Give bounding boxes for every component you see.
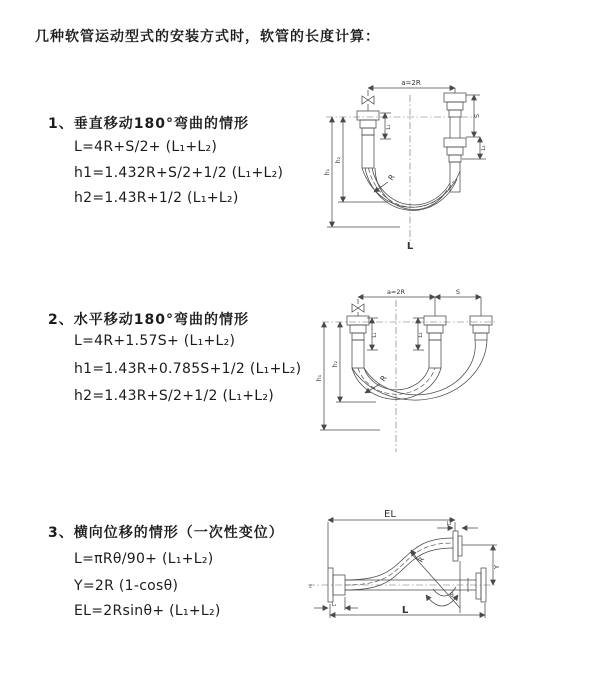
dimension-el [328, 520, 455, 568]
section-1-heading: 1、垂直移动180°弯曲的情形 [48, 116, 249, 132]
dim-label-l2: L₂ [418, 332, 424, 338]
dim-label-s: S [455, 288, 461, 296]
section-3-heading: 3、横向位移的情形（一次性变位） [48, 525, 284, 541]
section-3-formula-EL: EL=2Rsinθ+ (L₁+L₂) [74, 603, 221, 619]
dimension-a2r-s [358, 297, 481, 316]
valve-icon [352, 304, 364, 316]
section-2-formula-h2: h2=1.43R+S/2+1/2 (L₁+L₂) [74, 388, 275, 404]
radius-leader [365, 384, 380, 393]
dim-label-r: R [416, 555, 427, 564]
dim-label-h2: h₂ [335, 156, 342, 164]
hose-u-bend [362, 168, 460, 210]
diagram-vertical-180-bend [310, 75, 600, 255]
valve-icon [362, 96, 374, 111]
dim-label-l: L [406, 241, 414, 252]
dim-label-l2: L₂ [481, 145, 487, 151]
section-2-formula-L: L=4R+1.57S+ (L₁+L₂) [74, 333, 236, 349]
dim-label-r: R [378, 373, 389, 384]
page-title: 几种软管运动型式的安装方式时，软管的长度计算： [35, 29, 380, 45]
dim-label-h2: h₂ [332, 360, 339, 368]
dim-label-l1: L₁ [331, 602, 337, 608]
right-fitting-upper [444, 93, 466, 138]
dim-label-h1: h₁ [316, 374, 323, 382]
dim-label-s: S [473, 113, 481, 119]
section-2-heading: 2、水平移动180°弯曲的情形 [48, 312, 249, 328]
dim-label-l: L [401, 605, 409, 616]
dim-label-l1: L₁ [386, 124, 392, 130]
dim-label-el: EL [384, 509, 396, 520]
dim-label-l1: L₁ [372, 332, 378, 338]
section-3-formula-Y: Y=2R (1-cosθ) [74, 578, 179, 594]
dimension-a2r [368, 88, 455, 96]
fitting-2 [424, 316, 446, 368]
angle-label-theta: θ [450, 592, 454, 599]
dimension-y [462, 545, 497, 585]
diagram-horizontal-180-bend [310, 280, 600, 460]
section-3-formula-L: L=πRθ/90+ (L₁+L₂) [74, 551, 214, 567]
section-2-formula-h1: h1=1.43R+0.785S+1/2 (L₁+L₂) [74, 361, 302, 377]
dim-label-h1: h₁ [324, 168, 331, 176]
dim-label-y: Y [493, 564, 501, 570]
section-1-formula-L: L=4R+S/2+ (L₁+L₂) [74, 139, 218, 155]
centerline-break-mark: z [309, 583, 312, 590]
section-1-formula-h1: h1=1.432R+S/2+1/2 (L₁+L₂) [74, 165, 284, 181]
top-flange [453, 531, 462, 561]
dimension-heights [320, 322, 380, 430]
section-1-formula-h2: h2=1.43R+1/2 (L₁+L₂) [74, 190, 239, 206]
dim-label-a2r: a=2R [386, 288, 406, 296]
fitting-1 [347, 316, 369, 368]
left-fitting [357, 111, 379, 168]
dim-label-a2r: a=2R [401, 79, 421, 87]
dim-label-l2: L₂ [446, 521, 452, 527]
fitting-3 [470, 316, 492, 340]
dim-label-r: R [386, 172, 397, 183]
diagram-lateral-displacement [300, 505, 600, 650]
